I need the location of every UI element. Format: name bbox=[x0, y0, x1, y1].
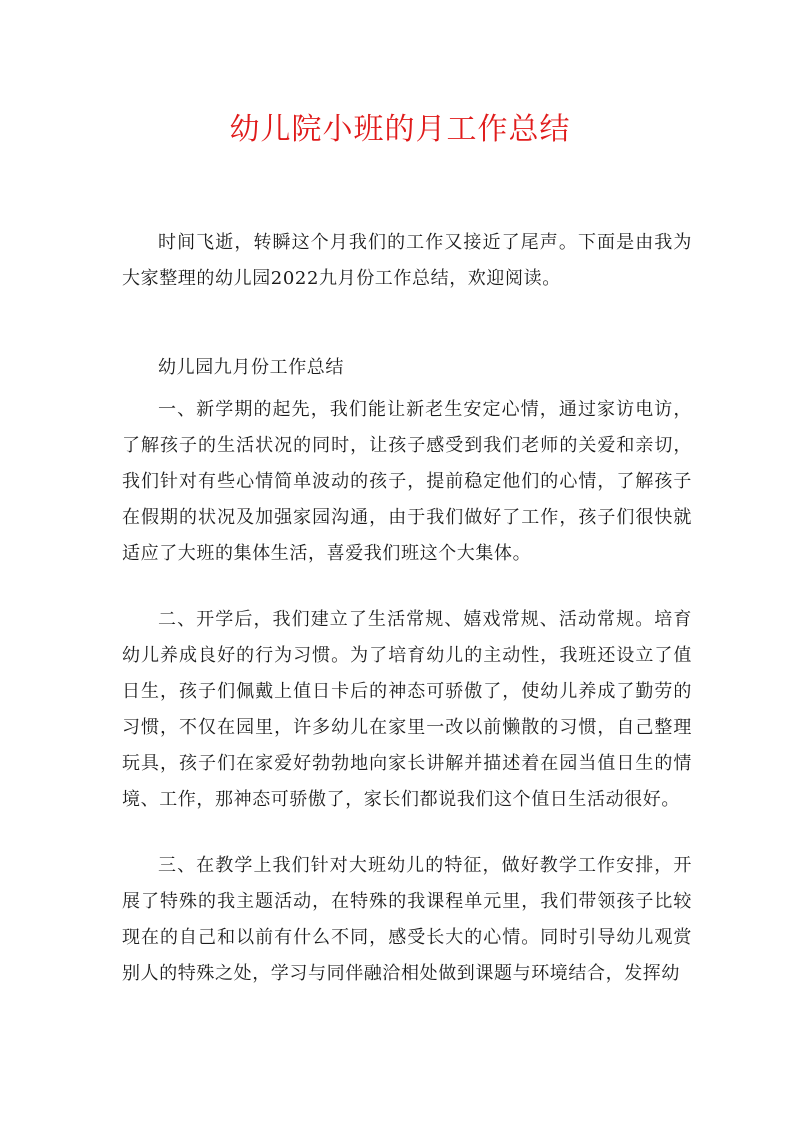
document-title: 幼儿院小班的月工作总结 bbox=[229, 112, 571, 147]
body-paragraph-2: 二、开学后，我们建立了生活常规、嬉戏常规、活动常规。培育幼儿养成良好的行为习惯。为了培育幼儿的主动性，我班还设立了值日生，孩子们佩戴上值日卡后的神态可骄傲了，使幼儿养成了勤劳的习惯，不仅在园里，许多幼儿在家里一改以前懒散的习惯，自己整理玩具，孩子们在家爱好勃勃地向家长讲解并描述着在园当值日生的情境、工作，那神态可骄傲了，家长们都说我们这个值日生活动很好。 bbox=[122, 609, 692, 810]
body-paragraph-1: 一、新学期的起先，我们能让新老生安定心情，通过家访电访，了解孩子的生活状况的同时，让孩子感受到我们老师的关爱和亲切，我们针对有些心情简单波动的孩子，提前稳定他们的心情，了解孩子在假期的状况及加强家园沟通，由于我们做好了工作，孩子们很快就适应了大班的集体生活，喜爱我们班这个大集体。 bbox=[122, 399, 692, 564]
body-paragraph-3: 三、在教学上我们针对大班幼儿的特征，做好教学工作安排，开展了特殊的我主题活动，在特殊的我课程单元里，我们带领孩子比较现在的自己和以前有什么不同，感受长大的心情。同时引导幼儿观赏别人的特殊之处，学习与同伴融洽相处做到课题与环境结合，发挥幼 bbox=[122, 855, 692, 984]
intro-paragraph: 时间飞逝，转瞬这个月我们的工作又接近了尾声。下面是由我为大家整理的幼儿园2022九月份工作总结，欢迎阅读。 bbox=[122, 232, 692, 289]
section-subtitle: 幼儿园九月份工作总结 bbox=[158, 357, 344, 378]
